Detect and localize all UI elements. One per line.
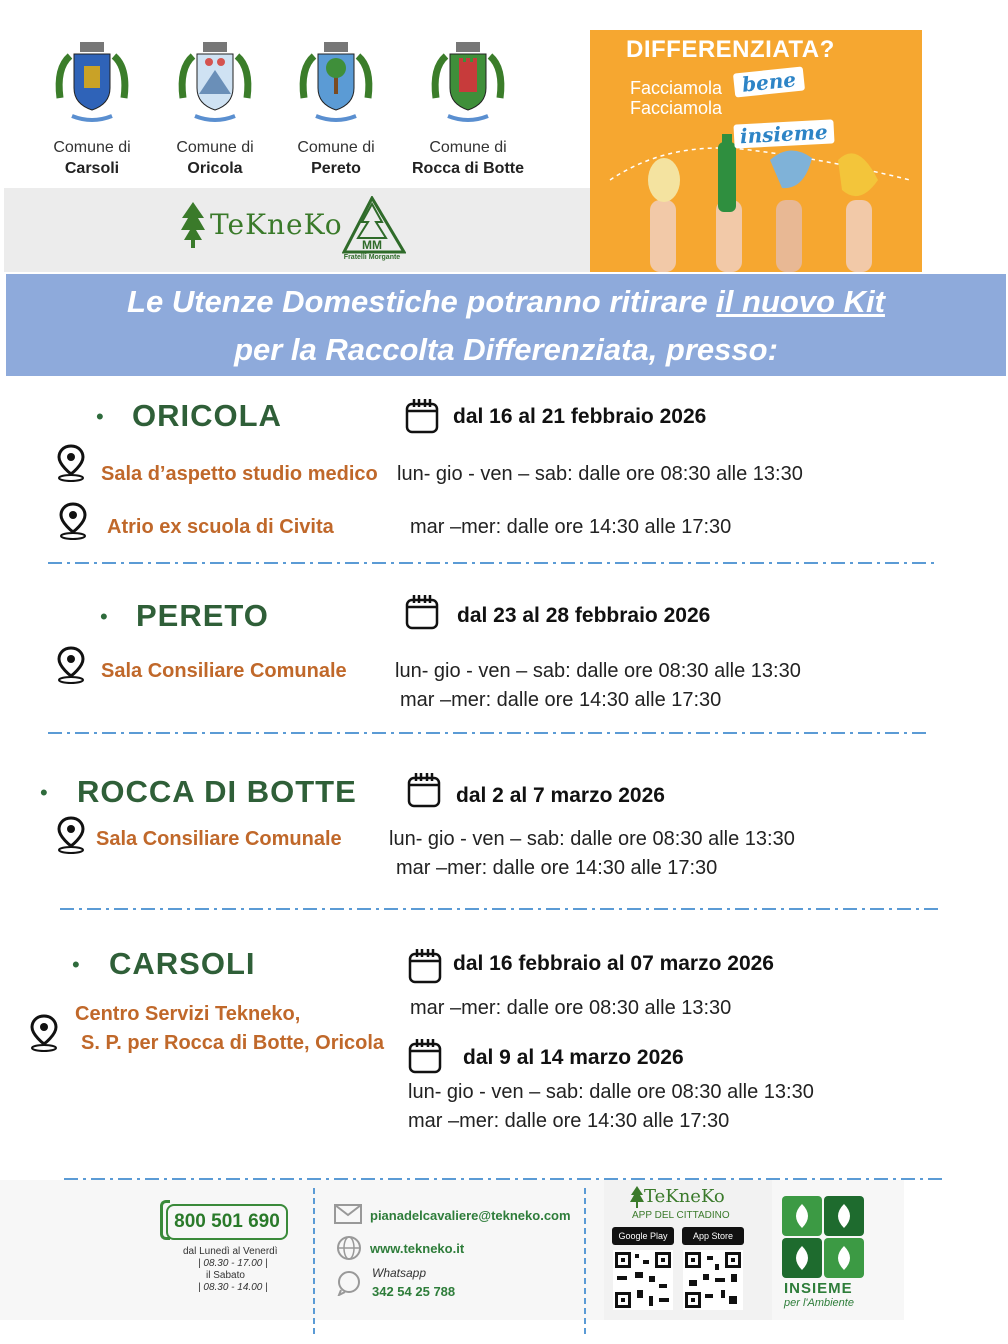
promo-word-insieme: insieme — [733, 119, 834, 148]
banner-row-2: per la Raccolta Differenziata, presso: — [234, 332, 778, 367]
comune-oricola — [150, 38, 280, 178]
date-oricola: dal 16 al 21 febbraio 2026 — [453, 405, 707, 428]
tekneko-logo: TeKneKo — [210, 208, 343, 241]
town-carsoli: CARSOLI — [109, 946, 256, 981]
comune-label: Comune di — [297, 139, 375, 156]
pereto-crest-icon — [296, 38, 376, 128]
phone-hours-weekday-label: dal Lunedì al Venerdì — [183, 1246, 278, 1257]
qr-code-apple-icon[interactable] — [683, 1250, 743, 1310]
calendar-icon — [408, 1038, 442, 1074]
comune-carsoli — [27, 38, 157, 178]
place-rocca-di-botte: Sala Consiliare Comunale — [96, 828, 342, 850]
town-rocca-di-botte: ROCCA DI BOTTE — [77, 774, 357, 809]
location-pin-icon — [56, 444, 86, 482]
hours-rocca-2: mar –mer: dalle ore 14:30 alle 17:30 — [396, 857, 718, 879]
bullet: • — [100, 604, 108, 629]
promo-differenziata — [590, 30, 922, 272]
calendar-icon — [405, 398, 439, 434]
toll-free-number-box[interactable] — [166, 1204, 288, 1240]
comuni-header — [0, 0, 590, 186]
hours-pereto-1: lun- gio - ven – sab: dalle ore 08:30 alle 13:30 — [395, 660, 801, 682]
calendar-icon — [407, 772, 441, 808]
email-link[interactable]: pianadelcavaliere@tekneko.com — [370, 1208, 571, 1223]
tekneko-tree-icon — [630, 1186, 644, 1208]
qr-code-google-icon[interactable] — [613, 1250, 673, 1310]
comune-rocca-di-botte — [403, 38, 533, 178]
morgante-caption: Fratelli Morgante — [343, 254, 401, 261]
hours-rocca-1: lun- gio - ven – sab: dalle ore 08:30 alle 13:30 — [389, 828, 795, 850]
website-link[interactable]: www.tekneko.it — [370, 1241, 465, 1256]
whatsapp-icon — [336, 1270, 362, 1296]
calendar-icon — [405, 594, 439, 630]
comune-name: Rocca di Botte — [411, 160, 524, 177]
app-store-badge[interactable]: App Store — [682, 1227, 744, 1245]
hours-oricola-1: lun- gio - ven – sab: dalle ore 08:30 alle 13:30 — [397, 463, 803, 485]
calendar-icon — [408, 948, 442, 984]
comune-label: Comune di — [176, 139, 254, 156]
comune-name: Carsoli — [64, 160, 120, 177]
partner-logo-band — [4, 188, 590, 272]
comune-name: Pereto — [311, 160, 361, 177]
place-carsoli-1: Centro Servizi Tekneko, — [75, 1003, 301, 1025]
insieme-subtitle: per l'Ambiente — [784, 1297, 854, 1309]
comune-name: Oricola — [187, 160, 243, 177]
location-pin-icon — [58, 502, 88, 540]
toll-free-number[interactable]: 800 501 690 — [174, 1211, 280, 1232]
location-pin-icon — [29, 1014, 59, 1052]
phone-hours-weekday: | 08.30 - 17.00 | — [198, 1258, 268, 1269]
google-play-badge[interactable]: Google Play — [612, 1227, 674, 1245]
phone-hours-saturday: | 08.30 - 14.00 | — [198, 1282, 268, 1293]
phone-hours-saturday-label: il Sabato — [206, 1270, 245, 1281]
oricola-crest-icon — [175, 38, 255, 128]
banner-row-1 — [6, 284, 1006, 320]
banner-row-1-text: Le Utenze Domestiche potranno ritirare — [127, 284, 717, 319]
bullet: • — [40, 780, 48, 805]
hours-carsoli-1: mar –mer: dalle ore 08:30 alle 13:30 — [410, 997, 732, 1019]
globe-icon — [336, 1235, 362, 1261]
date-carsoli-2: dal 9 al 14 marzo 2026 — [463, 1046, 684, 1069]
date-pereto: dal 23 al 28 febbraio 2026 — [457, 604, 711, 627]
hours-oricola-2: mar –mer: dalle ore 14:30 alle 17:30 — [410, 516, 732, 538]
insieme-title: INSIEME — [784, 1280, 853, 1297]
section-divider — [48, 560, 936, 566]
footer-separator — [313, 1188, 315, 1334]
place-oricola-1: Sala d’aspetto studio medico — [101, 463, 378, 485]
section-divider — [60, 906, 938, 912]
town-pereto: PERETO — [136, 598, 269, 633]
hours-pereto-2: mar –mer: dalle ore 14:30 alle 17:30 — [400, 689, 722, 711]
footer-separator — [584, 1188, 586, 1334]
town-oricola: ORICOLA — [132, 398, 282, 433]
place-carsoli-2: S. P. per Rocca di Botte, Oricola — [81, 1032, 385, 1054]
hands-waste-illustration-icon — [590, 30, 922, 272]
kit-banner — [6, 274, 1006, 376]
promo-line-1: Facciamola — [630, 78, 723, 98]
promo-title: DIFFERENZIATA? — [626, 36, 835, 63]
app-brand: TeKneKo — [644, 1186, 725, 1207]
rocca-crest-icon — [428, 38, 508, 128]
banner-kit-link-text: il nuovo Kit — [716, 284, 885, 319]
carsoli-crest-icon — [52, 38, 132, 128]
footer — [0, 1180, 1008, 1344]
whatsapp-number[interactable]: 342 54 25 788 — [372, 1284, 456, 1299]
promo-word-bene: bene — [733, 66, 805, 97]
bullet: • — [96, 404, 104, 429]
comune-label: Comune di — [429, 139, 507, 156]
date-carsoli-1: dal 16 febbraio al 07 marzo 2026 — [453, 952, 774, 975]
whatsapp-label: Whatsapp — [372, 1266, 427, 1280]
comune-pereto — [271, 38, 401, 178]
bullet: • — [72, 952, 80, 977]
place-oricola-2: Atrio ex scuola di Civita — [107, 516, 334, 538]
email-icon — [334, 1204, 362, 1224]
insieme-ambiente-logo-icon — [780, 1194, 866, 1280]
section-divider — [48, 730, 928, 736]
comune-label: Comune di — [53, 139, 131, 156]
date-rocca-di-botte: dal 2 al 7 marzo 2026 — [456, 784, 665, 807]
hours-carsoli-2: lun- gio - ven – sab: dalle ore 08:30 alle 13:30 — [408, 1081, 814, 1103]
mm-mark: MM — [362, 238, 382, 252]
location-pin-icon — [56, 646, 86, 684]
place-pereto: Sala Consiliare Comunale — [101, 660, 347, 682]
app-subtitle: APP DEL CITTADINO — [632, 1210, 730, 1221]
fratelli-morgante-logo-icon — [342, 196, 406, 254]
location-pin-icon — [56, 816, 86, 854]
tekneko-tree-icon — [180, 202, 206, 248]
promo-line-2: Facciamola — [630, 98, 723, 118]
hours-carsoli-3: mar –mer: dalle ore 14:30 alle 17:30 — [408, 1110, 730, 1132]
